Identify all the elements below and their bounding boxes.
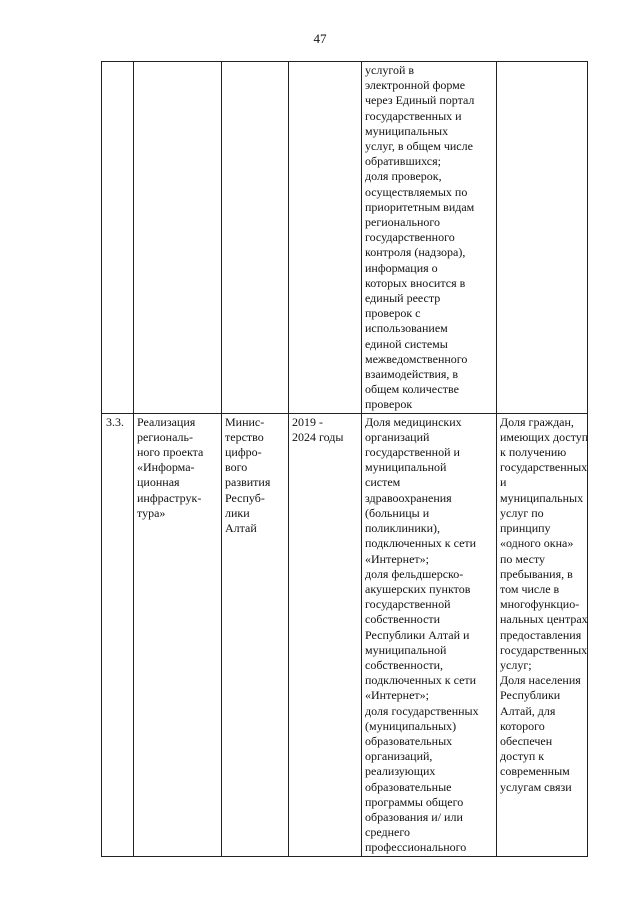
text-line: обеспечен — [500, 733, 553, 748]
text-line: (больницы и — [365, 505, 430, 520]
text-line: акушерских пунктов — [365, 581, 471, 596]
text-line: 2019 - — [292, 414, 323, 429]
text-line: образования и/ или — [365, 809, 463, 824]
text-line: региональ- — [137, 429, 193, 444]
text-line: проверок — [365, 397, 413, 412]
text-line: через Единый портал — [365, 93, 475, 108]
text-line: услуг, в общем числе — [365, 139, 473, 154]
text-line: поликлиники), — [365, 521, 441, 536]
text-line: организаций — [365, 429, 430, 444]
text-line: Доля медицинских — [365, 414, 462, 429]
cell-period — [289, 413, 362, 856]
text-line: пребывания, в — [500, 566, 573, 581]
text-line: «Интернет»; — [365, 551, 429, 566]
text-line: государственной — [365, 597, 451, 612]
text-line: собственности, — [365, 657, 444, 672]
cell-indicators — [362, 413, 497, 856]
text-line: Реализация — [137, 414, 196, 429]
text-line: принципу — [500, 521, 551, 536]
text-line: к получению — [500, 445, 567, 460]
text-line: взаимодействия, в — [365, 367, 459, 382]
text-line: обратившихся; — [365, 154, 441, 169]
text-line: государственных — [500, 642, 588, 657]
text-line: образовательные — [365, 779, 452, 794]
text-line: единой системы — [365, 336, 448, 351]
text-line: лики — [225, 505, 250, 520]
text-line: Республики — [500, 688, 561, 703]
text-line: использованием — [365, 321, 448, 336]
text-line: доля фельдшерско- — [365, 566, 464, 581]
text-line: имеющих доступ — [500, 429, 589, 444]
text-line: которого — [500, 718, 545, 733]
text-line: государственного — [365, 230, 455, 245]
text-line: услугам связи — [500, 779, 572, 794]
text-line: 2024 годы — [292, 429, 344, 444]
text-line: образовательных — [365, 733, 453, 748]
text-line: государственных — [500, 460, 588, 475]
text-line: здравоохранения — [365, 490, 452, 505]
text-line: информация о — [365, 260, 438, 275]
text-line: услугой в — [365, 63, 415, 77]
cell-number — [102, 62, 134, 414]
text-line: доля проверок, — [365, 169, 442, 184]
text-line: по месту — [500, 551, 546, 566]
text-line: общем количестве — [365, 382, 459, 397]
table-row-continuation — [102, 62, 588, 414]
cell-executor — [222, 413, 289, 856]
text-line: «Информа- — [137, 460, 195, 475]
text-line: современным — [500, 764, 570, 779]
text-line: регионального — [365, 215, 441, 230]
text-line: предоставления — [500, 627, 582, 642]
text-line: организаций, — [365, 749, 433, 764]
text-line: Респуб- — [225, 490, 265, 505]
text-line: услуг; — [500, 657, 532, 672]
text-line: государственной и — [365, 445, 460, 460]
text-line: (муниципальных) — [365, 718, 457, 733]
cell-project — [134, 62, 222, 414]
text-line: контроля (надзора), — [365, 245, 466, 260]
text-line: Республики Алтай и — [365, 627, 470, 642]
text-line: осуществляемых по — [365, 184, 468, 199]
text-line: профессионального — [365, 840, 467, 855]
cell-results — [497, 62, 588, 414]
text-line: вого — [225, 460, 248, 475]
table-row-3-3 — [102, 413, 588, 856]
text-line: собственности — [365, 612, 441, 627]
text-line: которых вносится в — [365, 275, 466, 290]
measures-table — [101, 61, 588, 857]
cell-indicators — [362, 62, 497, 414]
text-line: реализующих — [365, 764, 436, 779]
text-line: Алтай, для — [500, 703, 556, 718]
cell-number: 3.3. — [102, 413, 134, 856]
text-line: терство — [225, 429, 264, 444]
text-line: доля государственных — [365, 703, 479, 718]
text-line: цифро- — [225, 445, 262, 460]
text-line: подключенных к сети — [365, 536, 477, 551]
text-line: и — [500, 475, 507, 490]
text-line: среднего — [365, 825, 410, 840]
page-number: 47 — [313, 31, 327, 46]
text-line: ционная — [137, 475, 180, 490]
text-line: многофункцио- — [500, 597, 580, 612]
cell-period — [289, 62, 362, 414]
text-line: единый реестр — [365, 291, 441, 306]
text-line: «Интернет»; — [365, 688, 429, 703]
text-line: тура» — [137, 505, 166, 520]
text-line: межведомственного — [365, 351, 468, 366]
text-line: нальных центрах — [500, 612, 588, 627]
text-line: подключенных к сети — [365, 673, 477, 688]
cell-results — [497, 413, 588, 856]
cell-project — [134, 413, 222, 856]
text-line: Доля граждан, — [500, 414, 574, 429]
text-line: приоритетным видам — [365, 199, 475, 214]
text-line: государственных и — [365, 108, 462, 123]
text-line: Минис- — [225, 414, 265, 429]
text-line: муниципальной — [365, 460, 447, 475]
text-line: муниципальных — [500, 490, 584, 505]
text-line: электронной форме — [365, 78, 466, 93]
text-line: программы общего — [365, 794, 464, 809]
text-line: муниципальной — [365, 642, 447, 657]
text-line: том числе в — [500, 581, 560, 596]
cell-executor — [222, 62, 289, 414]
text-line: развития — [225, 475, 271, 490]
text-line: муниципальных — [365, 123, 449, 138]
text-line: услуг по — [500, 505, 544, 520]
text-line: систем — [365, 475, 401, 490]
text-line: инфраструк- — [137, 490, 202, 505]
text-line: проверок с — [365, 306, 421, 321]
text-line: ного проекта — [137, 445, 204, 460]
text-line: Доля населения — [500, 673, 581, 688]
text-line: «одного окна» — [500, 536, 574, 551]
text-line: доступ к — [500, 749, 545, 764]
text-line: Алтай — [225, 521, 257, 536]
